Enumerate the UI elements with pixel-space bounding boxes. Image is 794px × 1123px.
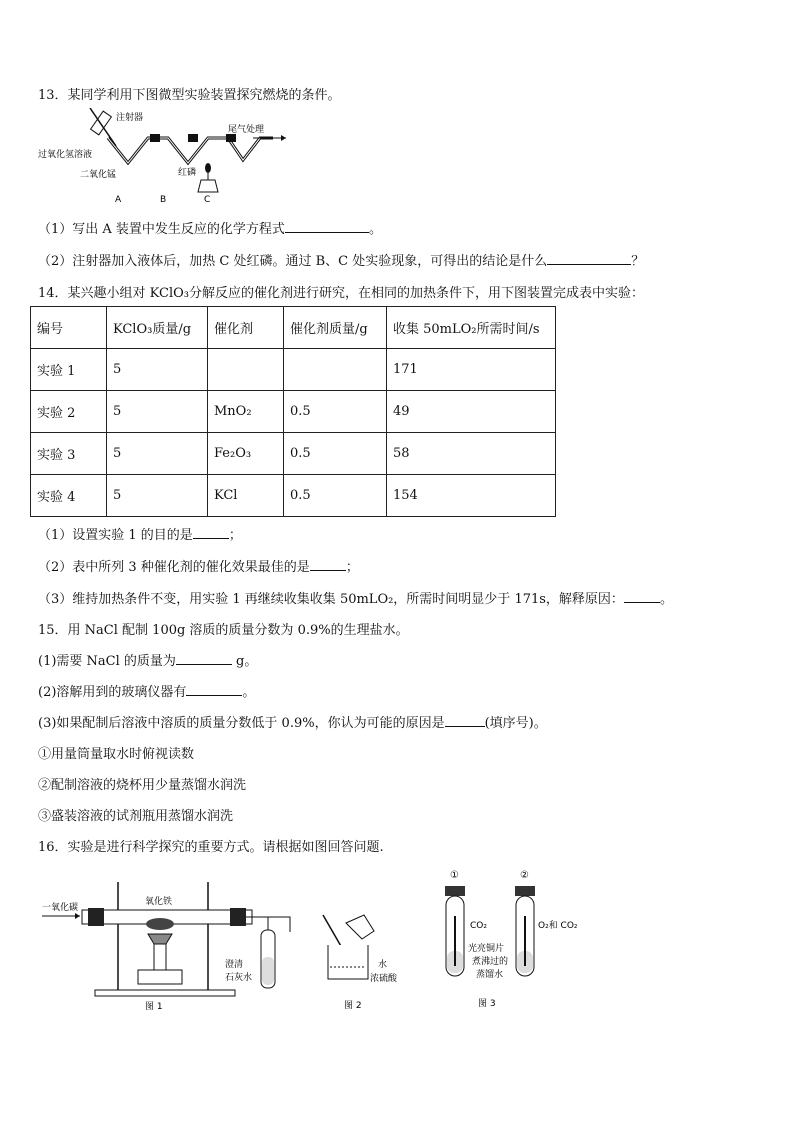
fig13-mno2-label: 二氧化锰 (80, 170, 117, 180)
q15-option: ③盛装溶液的试剂瓶用蒸馏水润洗 (38, 809, 234, 824)
fig3-tube1-number: ① (450, 870, 459, 881)
fig2-dilution-figure (318, 905, 418, 1015)
q13-apparatus-figure (38, 108, 288, 208)
q15-option: ①用量筒量取水时俯视读数 (38, 747, 195, 762)
answer-blank[interactable] (310, 558, 346, 571)
fig1-fe2o3-label: 氧化铁 (145, 897, 173, 907)
fig1-co-label: 一氧化碳 (42, 903, 79, 913)
answer-blank[interactable] (624, 590, 660, 603)
table-row: 实验 2 5 MnO₂ 0.5 49 (31, 391, 556, 433)
table-row: 实验 3 5 Fe₂O₃ 0.5 58 (31, 433, 556, 475)
fig3-tube2-number: ② (520, 870, 529, 881)
header-cell: KClO₃质量/g (107, 307, 208, 349)
q16-stem: 16．实验是进行科学探究的重要方式。请根据如图回答问题. (38, 840, 384, 855)
q15-option: ②配制溶液的烧杯用少量蒸馏水润洗 (38, 778, 247, 793)
answer-blank[interactable] (285, 220, 369, 233)
answer-blank[interactable] (445, 714, 485, 727)
q15-sub1: (1)需要 NaCl 的质量为 g。 (38, 654, 258, 669)
q14-sub2: （2）表中所列 3 种催化剂的催化效果最佳的是 ； (38, 560, 359, 575)
burner-icon (138, 934, 182, 984)
table-row: 实验 1 5 171 (31, 349, 556, 391)
fig1-co-reduction-apparatus (40, 872, 310, 1017)
q15-stem: 15．用 NaCl 配制 100g 溶质的质量分数为 0.9%的生理盐水。 (38, 623, 409, 638)
q13-sub1: （1）写出 A 装置中发生反应的化学方程式 。 (38, 222, 382, 237)
q14-stem: 14．某兴趣小组对 KClO₃分解反应的催化剂进行研究，在相同的加热条件下，用下图装置完成表中实验： (38, 286, 645, 301)
header-cell: 催化剂质量/g (284, 307, 387, 349)
fig1-limewater-label-2: 石灰水 (225, 973, 253, 983)
fig3-boiled-label-1: 煮沸过的 (472, 957, 509, 967)
fig13-syringe-label: 注射器 (116, 113, 144, 123)
q15-sub2: (2)溶解用到的玻璃仪器有 。 (38, 685, 256, 700)
fig1-caption: 图 1 (145, 1002, 163, 1012)
q14-sub1: （1）设置实验 1 的目的是 ； (38, 528, 242, 543)
fig3-caption: 图 3 (478, 999, 496, 1009)
header-cell: 收集 50mLO₂所需时间/s (387, 307, 556, 349)
fig13-c-label: C (204, 195, 211, 205)
fig13-b-label: B (160, 195, 167, 205)
answer-blank[interactable] (186, 683, 242, 696)
fig13-a-label: A (115, 195, 122, 205)
answer-blank[interactable] (193, 526, 229, 539)
fig1-limewater-label-1: 澄清 (225, 960, 244, 970)
fig3-o2co2-label: O₂和 CO₂ (538, 921, 578, 931)
fig2-water-label: 水 (378, 960, 388, 970)
alcohol-lamp-icon (198, 163, 218, 192)
answer-blank[interactable] (176, 652, 232, 665)
fig2-caption: 图 2 (344, 1001, 362, 1011)
fig3-boiled-label-2: 蒸馏水 (476, 970, 504, 980)
q15-sub3: (3)如果配制后溶液中溶质的质量分数低于 0.9%，你认为可能的原因是 (填序号)。 (38, 716, 547, 731)
answer-blank[interactable] (547, 252, 631, 265)
fig3-copper-corrosion-figure (428, 866, 598, 1016)
table-header-row (31, 307, 556, 349)
fig2-acid-label: 浓硫酸 (370, 974, 398, 984)
q13-stem: 13．某同学利用下图微型实验装置探究燃烧的条件。 (38, 88, 341, 103)
fig3-co2-label: CO₂ (470, 921, 487, 931)
fig13-exhaust-label: 尾气处理 (228, 125, 265, 135)
fig3-cu-label: 光亮铜片 (468, 944, 505, 954)
header-cell: 编号 (31, 307, 107, 349)
table-row: 实验 4 5 KCl 0.5 154 (31, 475, 556, 517)
q14-sub3: （3）维持加热条件不变，用实验 1 再继续收集收集 50mLO₂，所需时间明显少于 171s，解释原因： 。 (38, 592, 673, 607)
experiment-table (30, 306, 556, 517)
fig13-h2o2-label: 过氧化氢溶液 (38, 150, 93, 160)
q13-sub2: （2）注射器加入液体后，加热 C 处红磷。通过 B、C 处实验现象，可得出的结论是什么 ？ (38, 254, 645, 269)
syringe-icon (90, 108, 116, 146)
header-cell: 催化剂 (208, 307, 284, 349)
fig13-redp-label: 红磷 (178, 168, 197, 178)
